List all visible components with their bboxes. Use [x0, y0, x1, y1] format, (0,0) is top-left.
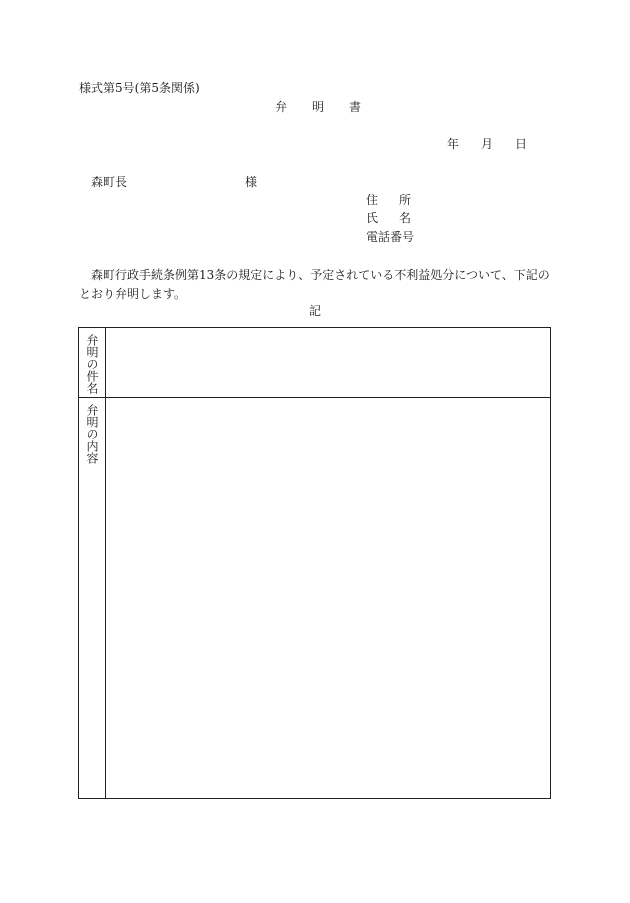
table-row-content: [79, 398, 550, 798]
form-number: 様式第5号(第5条関係): [79, 81, 200, 95]
date-day-label: 日: [515, 137, 528, 151]
addressee: [91, 176, 257, 188]
sender-address-label: 住所: [366, 193, 433, 207]
content-label-cell: [79, 398, 106, 798]
date-month-label: 月: [481, 137, 494, 151]
date-line: [447, 138, 527, 150]
table-row-subject: [79, 328, 550, 398]
document-title: 弁明書: [275, 100, 387, 114]
record-table: [78, 327, 551, 799]
addressee-honorific: 様: [245, 175, 258, 189]
ki-heading: 記: [309, 304, 322, 318]
sender-name-label: 氏名: [366, 211, 433, 225]
subject-value-cell[interactable]: [107, 328, 550, 397]
subject-label-cell: [79, 328, 106, 397]
subject-label: 弁明の件名: [85, 334, 99, 394]
content-label: 弁明の内容: [85, 404, 99, 464]
body-text: 森町行政手続条例第13条の規定により、予定されている不利益処分について、下記のとおり弁明します。: [79, 268, 550, 301]
date-year-label: 年: [447, 137, 460, 151]
addressee-name: 森町長: [91, 175, 128, 189]
content-value-cell[interactable]: [107, 398, 550, 798]
sender-phone-label: 電話番号: [366, 230, 415, 244]
